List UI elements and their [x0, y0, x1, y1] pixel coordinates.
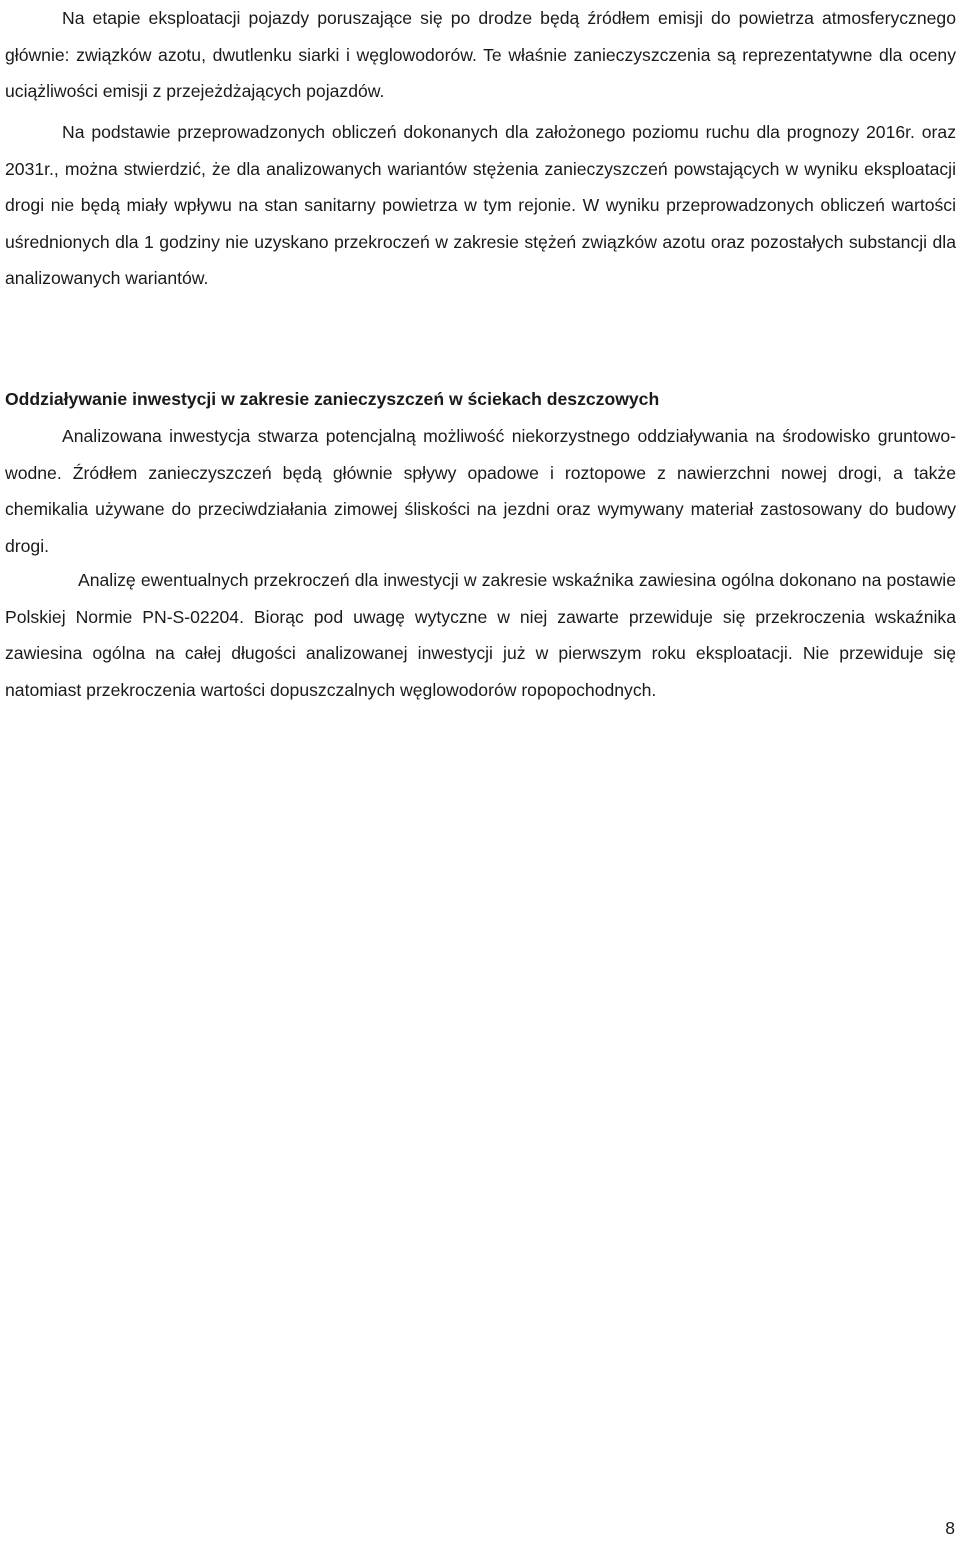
paragraph-norm-analysis: Analizę ewentualnych przekroczeń dla inwestycji w zakresie wskaźnika zawiesina ogólna dokonano na postawie Polskiej Normie PN-S-02204. Biorąc pod uwagę wytyczne w niej zawarte przewiduje się przekroczenia wskaźnika zawiesina ogólna na całej długości analizowanej inwestycji już w pierwszym roku eksploatacji. Nie przewiduje się natomiast przekroczenia wartości dopuszczalnych węglowodorów ropopochodnych. — [5, 570, 956, 700]
paragraph-emissions: Na etapie eksploatacji pojazdy poruszające się po drodze będą źródłem emisji do powietrza atmosferycznego głównie: związków azotu, dwutlenku siarki i węglowodorów. Te właśnie zanieczyszczenia są reprezentatywne dla oceny uciążliwości emisji z przejeżdżających pojazdów. — [5, 8, 956, 101]
paragraph-calculations: Na podstawie przeprowadzonych obliczeń dokonanych dla założonego poziomu ruchu dla prognozy 2016r. oraz 2031r., można stwierdzić, że dla analizowanych wariantów stężenia zanieczyszczeń powstających w wyniku eksploatacji drogi nie będą miały wpływu na stan sanitarny powietrza w tym rejonie. W wyniku przeprowadzonych obliczeń wartości uśrednionych dla 1 godziny nie uzyskano przekroczeń w zakresie stężeń związków azotu oraz pozostałych substancji dla analizowanych wariantów. — [5, 122, 956, 288]
section-heading: Oddziaływanie inwestycji w zakresie zanieczyszczeń w ściekach deszczowych — [5, 389, 660, 409]
paragraph-soil-water-impact: Analizowana inwestycja stwarza potencjalną możliwość niekorzystnego oddziaływania na środowisko gruntowo-wodne. Źródłem zanieczyszczeń będą głównie spływy opadowe i roztopowe z nawierzchni nowej drogi, a także chemikalia używane do przeciwdziałania zimowej śliskości na jezdni oraz wymywany materiał zastosowany do budowy drogi. — [5, 426, 956, 556]
page-number: 8 — [945, 1518, 955, 1538]
